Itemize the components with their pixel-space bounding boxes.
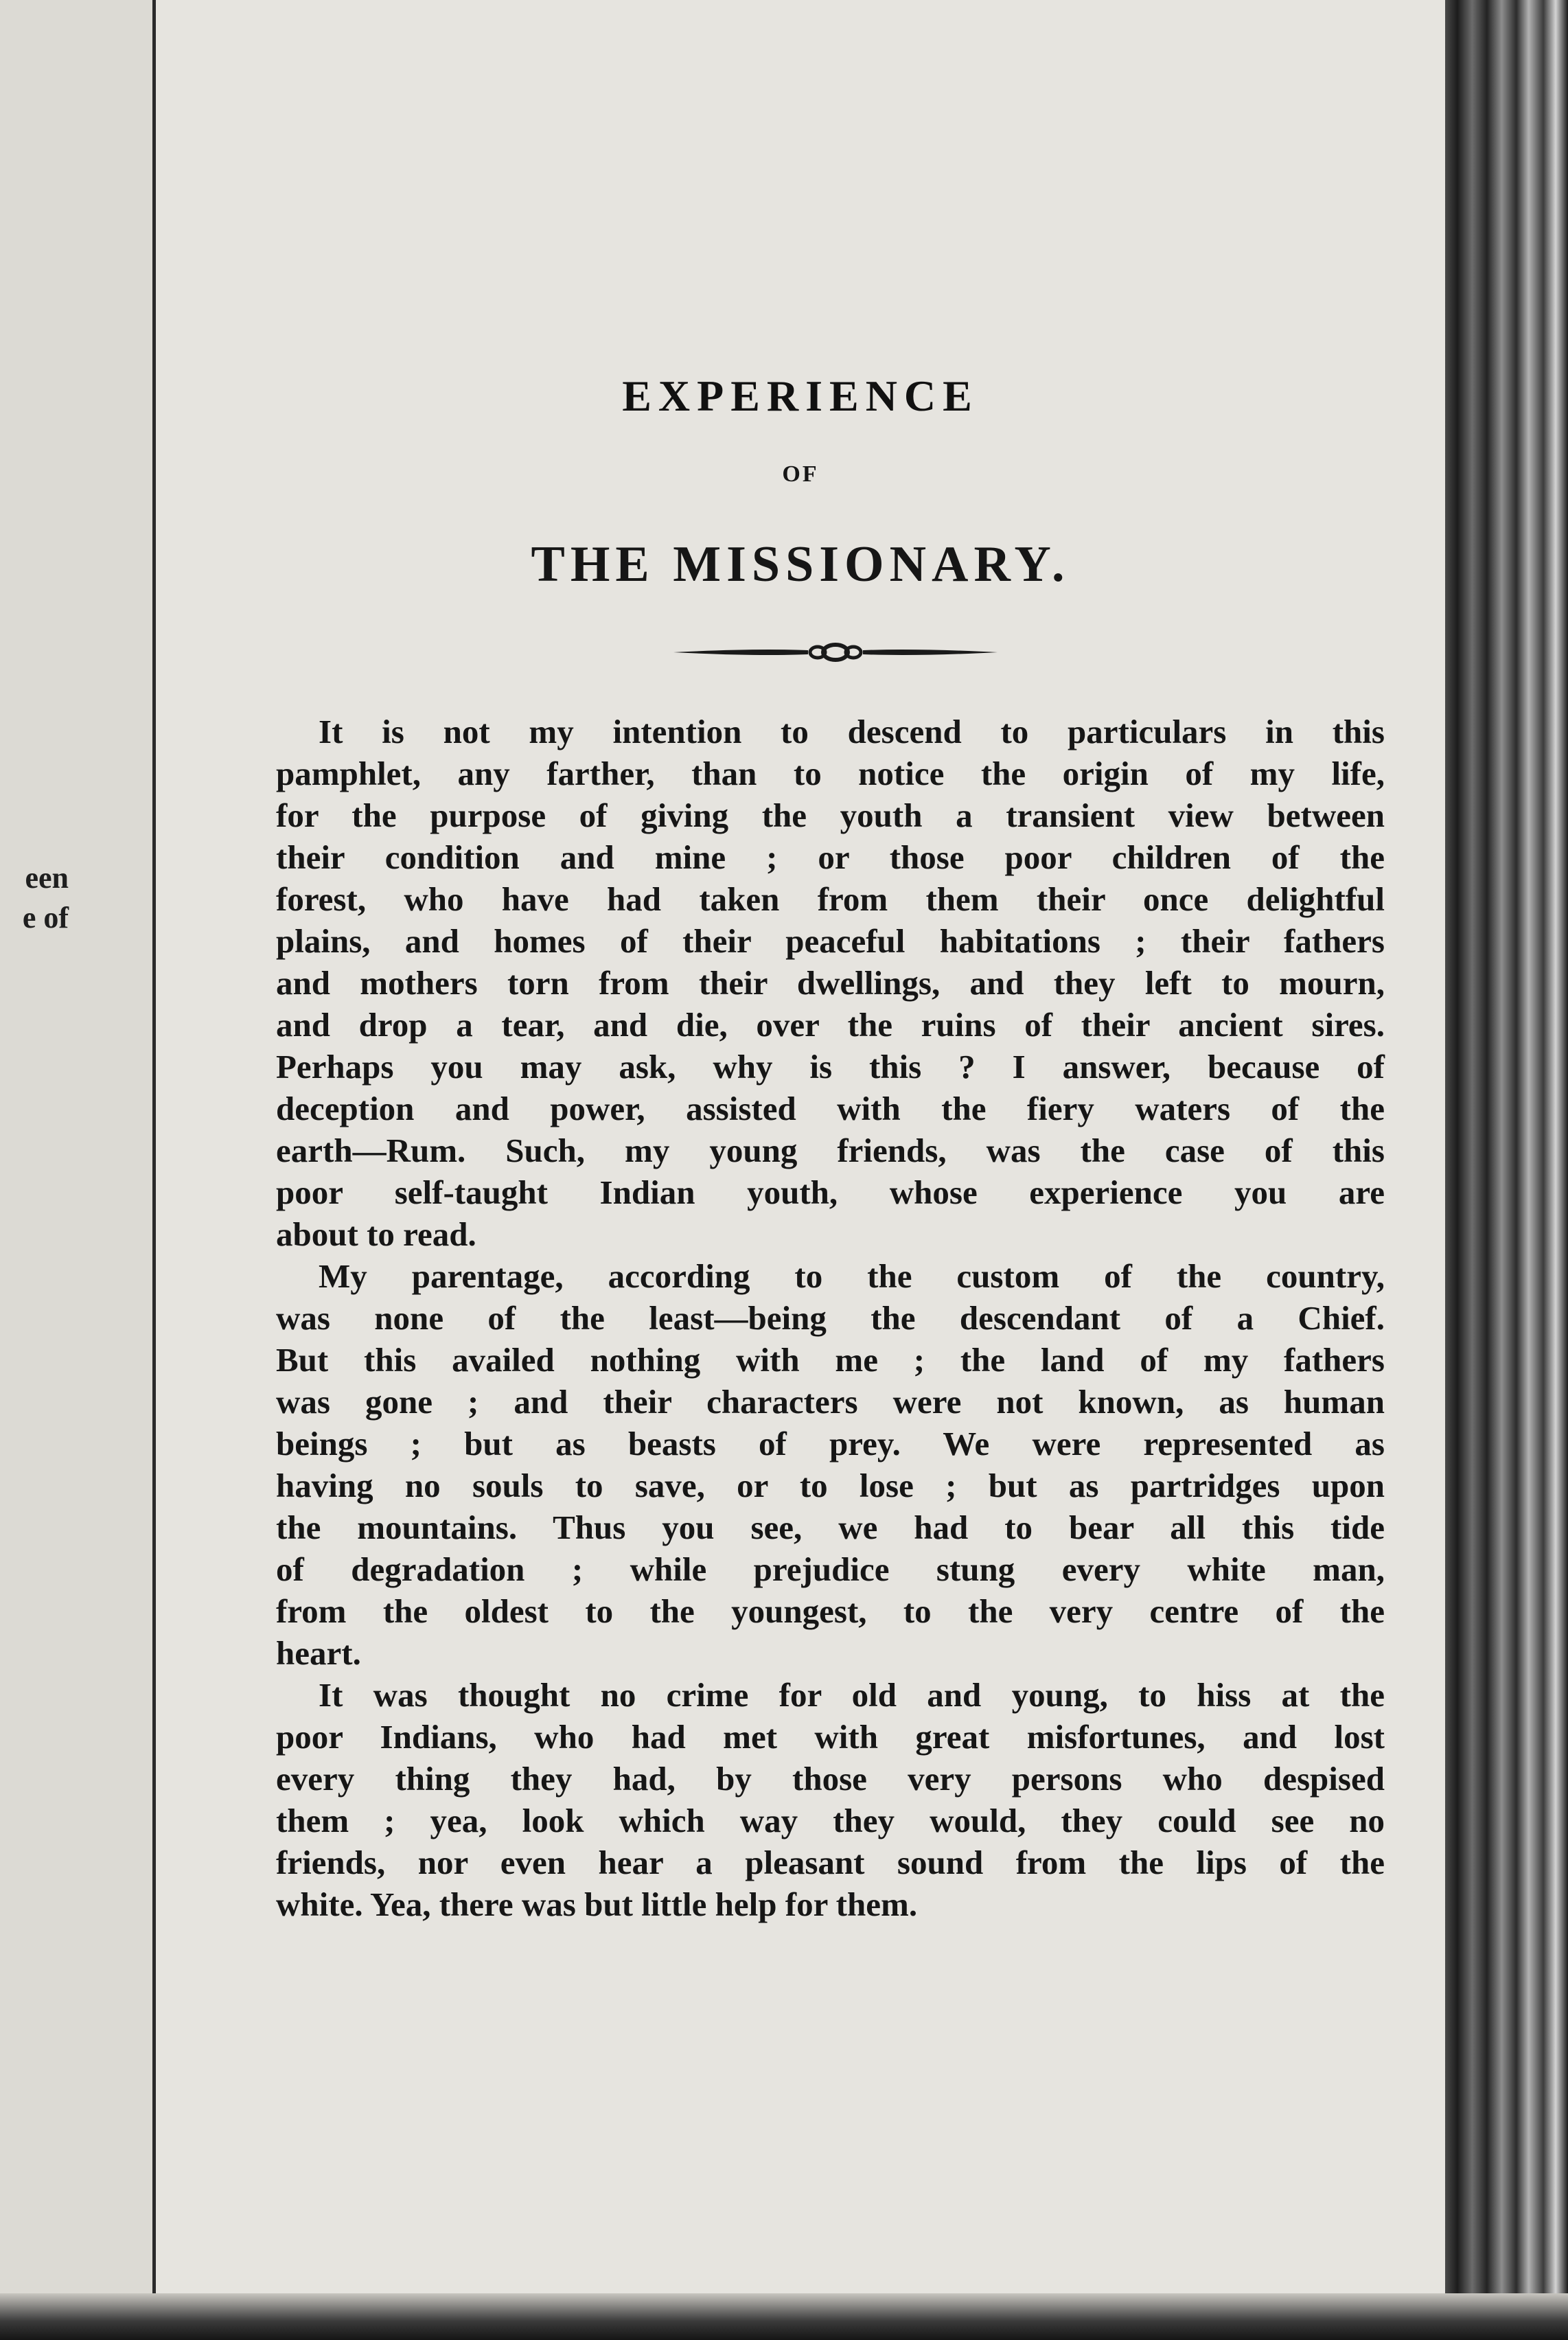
text-line: My parentage, according to the custom of the country, — [319, 1257, 1385, 1295]
text-line: Perhaps you may ask, why is this ? I answer, because of — [276, 1048, 1385, 1086]
text-line: about to read. — [276, 1215, 476, 1253]
text-line: them ; yea, look which way they would, they could see no — [276, 1802, 1385, 1839]
text-line: poor Indians, who had met with great misfortunes, and lost — [276, 1718, 1385, 1756]
text-line: white. Yea, there was but little help for them. — [276, 1885, 918, 1923]
text-line: But this availed nothing with me ; the land of my fathers — [276, 1341, 1385, 1379]
page-title: EXPERIENCE — [622, 371, 979, 420]
body-text — [276, 711, 1385, 1925]
page-subtitle: THE MISSIONARY. — [531, 536, 1070, 593]
paragraph — [276, 1674, 1385, 1925]
title-connector: OF — [782, 461, 819, 487]
text-line: was none of the least—being the descendant of a Chief. — [276, 1299, 1385, 1337]
text-line: plains, and homes of their peaceful habitations ; their fathers — [276, 922, 1385, 960]
text-line: of degradation ; while prejudice stung every white man, — [276, 1550, 1385, 1588]
ornament-divider — [671, 640, 1000, 665]
left-page-text-fragments — [0, 858, 69, 938]
text-line: friends, nor even hear a pleasant sound from the lips of the — [276, 1844, 1385, 1881]
text-line: pamphlet, any farther, than to notice the origin of my life, — [276, 755, 1385, 792]
left-page-edge — [0, 0, 152, 2340]
text-line: It was thought no crime for old and young, to hiss at the — [319, 1676, 1385, 1714]
text-line: beings ; but as beasts of prey. We were represented as — [276, 1425, 1385, 1462]
text-line: deception and power, assisted with the fiery waters of the — [276, 1090, 1385, 1127]
text-line: forest, who have had taken from them their once delightful — [276, 880, 1385, 918]
text-line: heart. — [276, 1634, 361, 1672]
text-line: and mothers torn from their dwellings, and they left to mourn, — [276, 964, 1385, 1002]
text-line: every thing they had, by those very persons who despised — [276, 1760, 1385, 1798]
text-line: was gone ; and their characters were not known, as human — [276, 1383, 1385, 1421]
text-line: having no souls to save, or to lose ; but as partridges upon — [276, 1467, 1385, 1504]
main-page — [156, 0, 1445, 2340]
paragraph — [276, 1255, 1385, 1674]
text-line: for the purpose of giving the youth a transient view between — [276, 796, 1385, 834]
left-page-fragment: e of — [22, 901, 69, 934]
scan-bottom-edge — [0, 2293, 1568, 2340]
book-spine — [1445, 0, 1568, 2340]
text-line: earth—Rum. Such, my young friends, was the case of this — [276, 1132, 1385, 1169]
text-line: and drop a tear, and die, over the ruins of their ancient sires. — [276, 1006, 1385, 1044]
text-line: from the oldest to the youngest, to the very centre of the — [276, 1592, 1385, 1630]
paragraph — [276, 711, 1385, 1255]
text-line: poor self-taught Indian youth, whose experience you are — [276, 1173, 1385, 1211]
text-line: their condition and mine ; or those poor children of the — [276, 838, 1385, 876]
text-line: the mountains. Thus you see, we had to bear all this tide — [276, 1509, 1385, 1546]
left-page-fragment: een — [25, 861, 69, 895]
text-line: It is not my intention to descend to particulars in this — [319, 713, 1385, 750]
